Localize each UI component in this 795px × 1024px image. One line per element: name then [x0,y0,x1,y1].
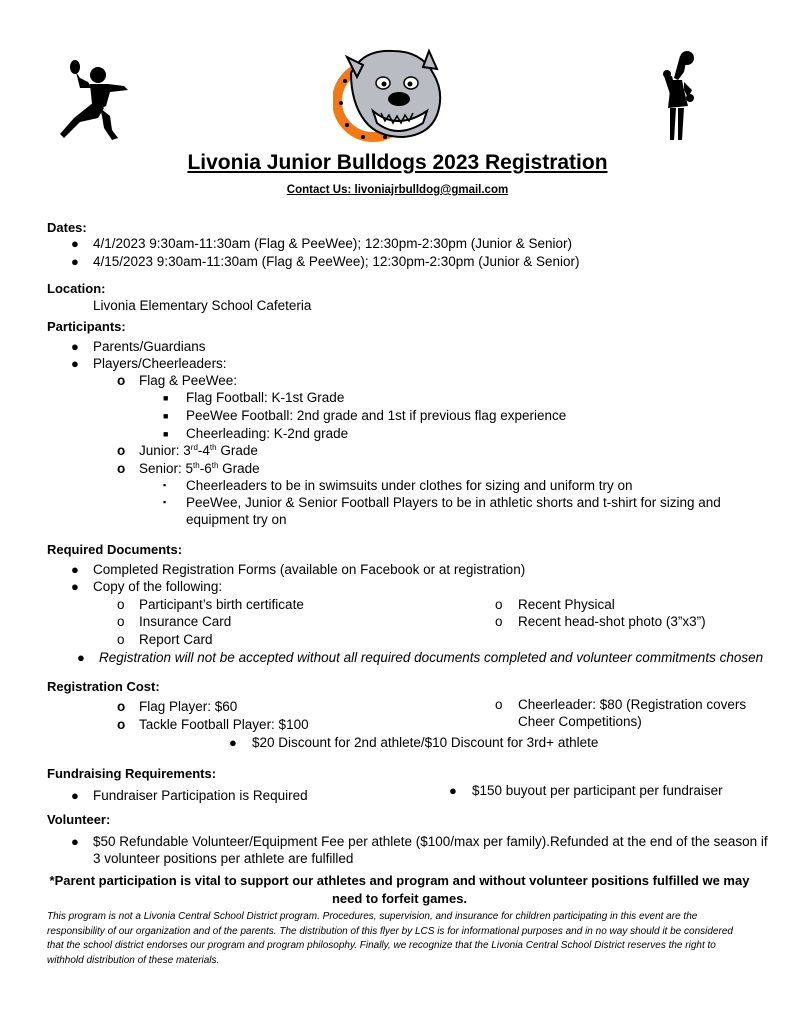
document-copy-item: Participant’s birth certificate [139,597,304,612]
documents-warning: Registration will not be accepted without all required documents completed and volunteer commitments chosen [99,650,764,665]
sub-bullet-icon: o [117,597,125,612]
sub-bullet-icon: o [117,717,126,732]
bullet-icon: ● [229,735,237,750]
sub-bullet-icon: o [495,614,503,629]
bullet-icon: ● [71,562,79,577]
document-copy-item: Report Card [139,632,213,647]
date-item: 4/15/2023 9:30am-11:30am (Flag & PeeWee); 12:30pm-2:30pm (Junior & Senior) [93,254,580,269]
square-bullet-icon: ▪ [163,497,167,507]
senior-grade: Senior: 5th-6th Grade [139,461,260,476]
bullet-icon: ● [71,339,79,354]
sub-bullet-icon: o [117,461,126,476]
fundraising-heading: Fundraising Requirements: [47,766,217,781]
cheerleader-silhouette [650,50,700,142]
sub-bullet-icon: o [117,373,126,388]
bullet-icon: ● [71,236,79,251]
cost-heading: Registration Cost: [47,679,160,694]
bullet-icon: ● [71,254,79,269]
sub-bullet-icon: o [117,632,125,647]
sub-bullet-icon: o [495,597,503,612]
junior-grade: Junior: 3rd-4th Grade [139,443,258,458]
flag-sub-item: PeeWee Football: 2nd grade and 1st if previous flag experience [186,408,567,423]
square-bullet-icon: ■ [163,393,169,403]
flag-peewee-label: Flag & PeeWee: [139,373,238,388]
bullet-icon: ● [71,579,79,594]
participant-item: Parents/Guardians [93,339,206,354]
cost-item-cont: Cheer Competitions) [518,714,642,729]
sub-bullet-icon: o [117,699,126,714]
discount-text: $20 Discount for 2nd athlete/$10 Discount for 3rd+ athlete [252,735,599,750]
cost-item: Flag Player: $60 [139,699,238,714]
disclaimer: This program is not a Livonia Central School District program. Procedures, supervision, and insurance for children participating in this event are the responsibility of our organization and of the parents. The distribution of this flyer by LCS is for informational purposes and in no way should it be considered that the school district endorses our program and program philosophy. Finally, we recognize that the Livonia Central School District reserves the right to withhold distribution of these materials. [47,911,733,966]
participant-note: equipment try on [186,512,287,527]
date-item: 4/1/2023 9:30am-11:30am (Flag & PeeWee); 12:30pm-2:30pm (Junior & Senior) [93,236,573,251]
bullet-icon: ● [71,356,79,371]
participant-item: Players/Cheerleaders: [93,356,227,371]
document-copy-item: Recent head-shot photo (3”x3”) [518,614,706,629]
page-title: Livonia Junior Bulldogs 2023 Registration [187,151,608,174]
participant-note: Cheerleaders to be in swimsuits under clothes for sizing and uniform try on [186,478,633,493]
bullet-icon: ● [71,788,79,803]
football-player-silhouette [58,58,133,143]
contact-email[interactable]: Contact Us: livoniajrbulldog@gmail.com [286,184,509,196]
bullet-icon: ● [77,650,85,665]
dates-heading: Dates: [47,220,87,235]
fundraising-item: Fundraiser Participation is Required [93,788,308,803]
cost-item: Cheerleader: $80 (Registration covers [518,697,747,712]
flag-sub-item: Flag Football: K-1st Grade [186,390,345,405]
square-bullet-icon: ▪ [163,480,167,490]
bulldog-mascot-logo [333,43,448,143]
document-item: Completed Registration Forms (available on Facebook or at registration) [93,562,526,577]
participants-heading: Participants: [47,319,126,334]
volunteer-heading: Volunteer: [47,812,111,827]
document-copy-item: Insurance Card [139,614,232,629]
location-heading: Location: [47,281,106,296]
participant-note: PeeWee, Junior & Senior Football Players to be in athletic shorts and t-shirt for sizing and [186,495,721,510]
bullet-icon: ● [449,783,457,798]
volunteer-item-cont: 3 volunteer positions per athlete are fulfilled [93,851,354,866]
parent-participation-note: *Parent participation is vital to support our athletes and program and without volunteer positions fulfilled we may need to forfeit games. [49,873,750,906]
location-value: Livonia Elementary School Cafeteria [93,298,312,313]
square-bullet-icon: ■ [163,411,169,421]
fundraising-item: $150 buyout per participant per fundraiser [472,783,723,798]
flag-sub-item: Cheerleading: K-2nd grade [186,426,349,441]
cost-item: Tackle Football Player: $100 [139,717,309,732]
square-bullet-icon: ■ [163,429,169,439]
sub-bullet-icon: o [117,443,126,458]
document-item: Copy of the following: [93,579,223,594]
sub-bullet-icon: o [117,614,125,629]
volunteer-item: $50 Refundable Volunteer/Equipment Fee per athlete ($100/max per family).Refunded at the end of the season if [93,834,768,849]
bullet-icon: ● [71,834,79,849]
sub-bullet-icon: o [495,697,503,712]
documents-heading: Required Documents: [47,542,183,557]
document-copy-item: Recent Physical [518,597,615,612]
